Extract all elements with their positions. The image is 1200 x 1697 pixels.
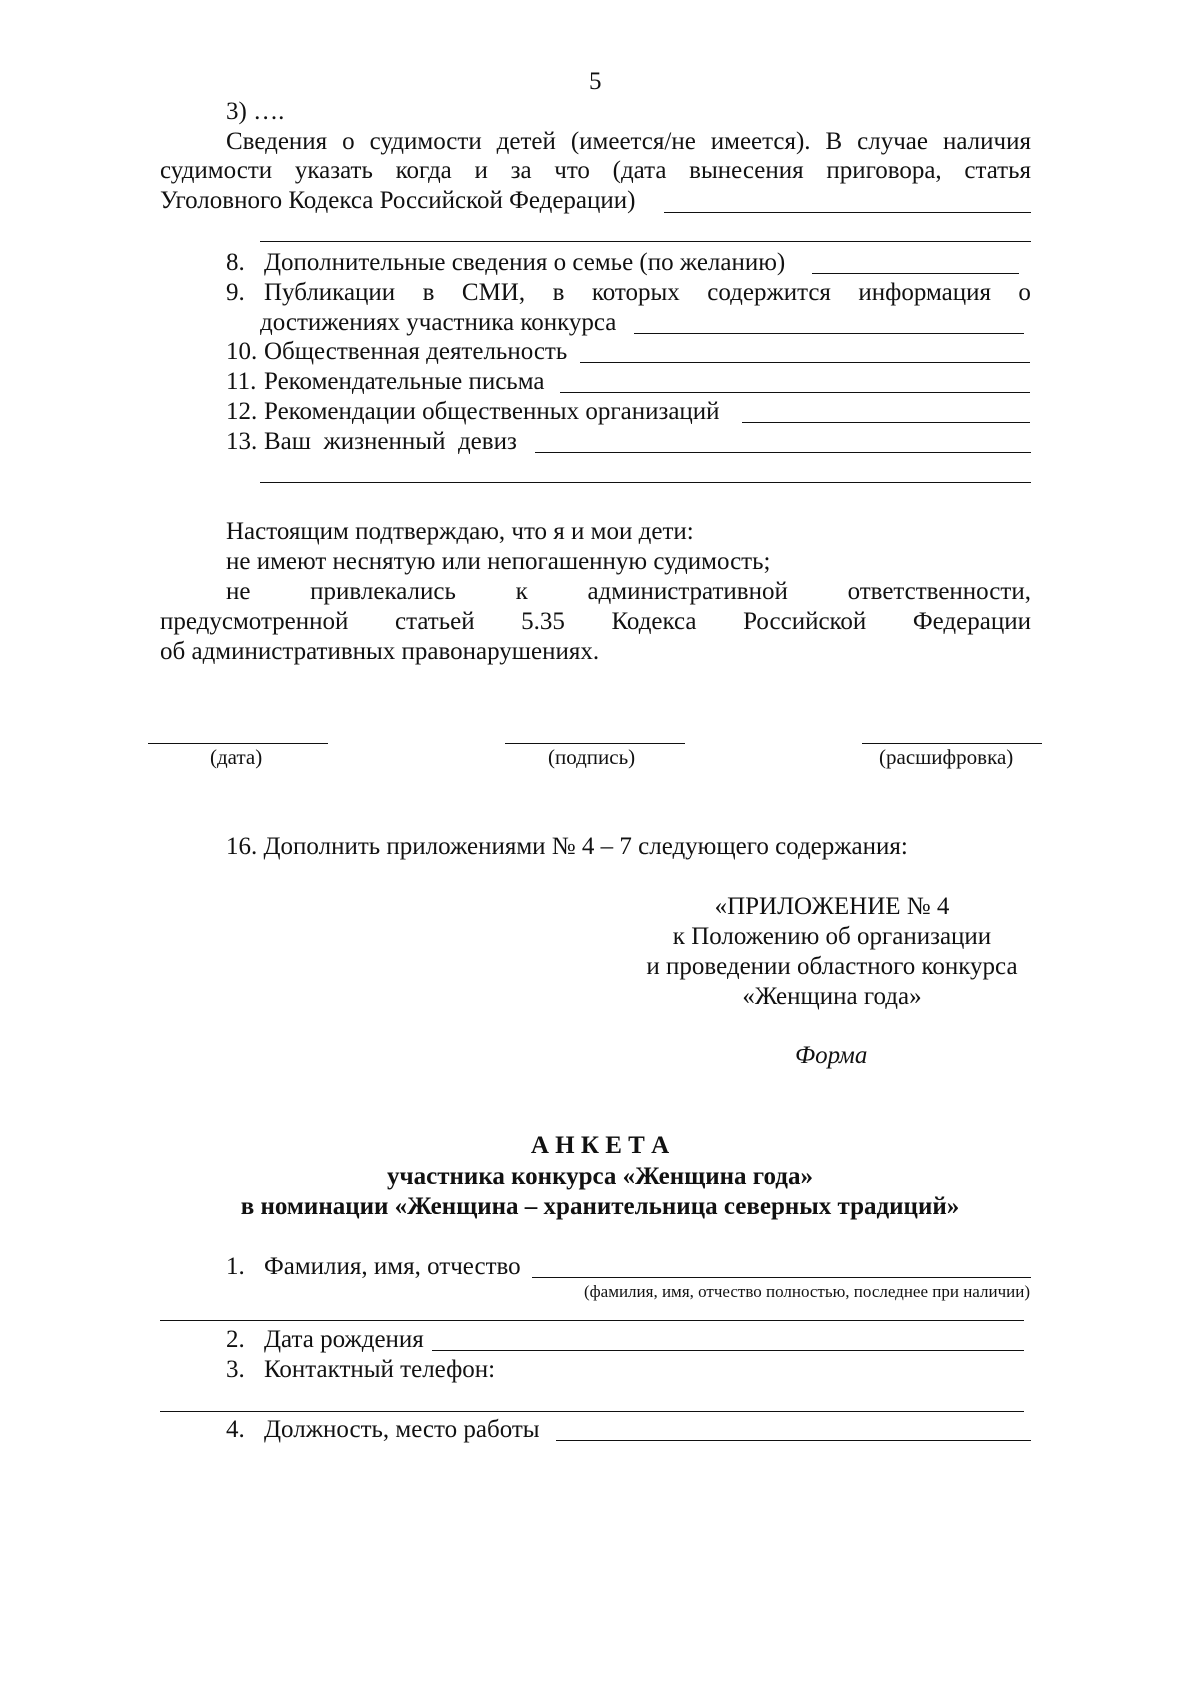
confirmation-line-2: не имеют неснятую или непогашенную судимость; <box>226 548 771 575</box>
field-1-hint: (фамилия, имя, отчество полностью, последнее при наличии) <box>583 1282 1030 1301</box>
birth-date-input-line[interactable] <box>432 1350 1024 1351</box>
signature-caption: (подпись) <box>548 745 636 769</box>
confirmation-line-3: не привлекались к административной ответственности, <box>226 578 1031 605</box>
item-9-line-1: Публикации в СМИ, в которых содержится информация о <box>264 279 1031 306</box>
signature-line[interactable] <box>505 743 685 744</box>
item-11-fill-line[interactable] <box>560 392 1030 393</box>
field-2-number: 2. <box>226 1326 245 1353</box>
appendix-ref-line-2: и проведении областного конкурса <box>646 953 1018 980</box>
point-16: 16. Дополнить приложениями № 4 – 7 следующего содержания: <box>226 833 908 860</box>
item-13-label: Ваш жизненный девиз <box>264 428 517 455</box>
item-11-number: 11. <box>226 368 257 395</box>
item-9-number: 9. <box>226 279 245 306</box>
decoding-caption: (расшифровка) <box>879 745 1014 769</box>
item-12-label: Рекомендации общественных организаций <box>264 398 720 425</box>
appendix-ref-line-1: к Положению об организации <box>672 923 992 950</box>
item-9-line-2: достижениях участника конкурса <box>260 309 617 336</box>
questionnaire-subtitle-1: участника конкурса «Женщина года» <box>387 1163 813 1190</box>
appendix-ref-line-3: «Женщина года» <box>742 983 922 1010</box>
item-8-number: 8. <box>226 249 245 276</box>
item-12-fill-line[interactable] <box>742 422 1030 423</box>
date-signature-line[interactable] <box>148 743 328 744</box>
confirmation-line-5: об административных правонарушениях. <box>160 638 600 665</box>
conviction-extra-line[interactable] <box>260 241 1031 242</box>
children-item: 3) …. <box>226 98 285 125</box>
phone-input-line[interactable] <box>160 1411 1024 1412</box>
field-1-number: 1. <box>226 1253 245 1280</box>
field-3-number: 3. <box>226 1356 245 1383</box>
item-11-label: Рекомендательные письма <box>264 368 545 395</box>
conviction-fill-line[interactable] <box>664 212 1031 213</box>
conviction-line-2: судимости указать когда и за что (дата вынесения приговора, статья <box>160 157 1031 184</box>
appendix-title: «ПРИЛОЖЕНИЕ № 4 <box>714 893 950 920</box>
field-3-label: Контактный телефон: <box>264 1356 496 1383</box>
questionnaire-subtitle-2: в номинации «Женщина – хранительница северных традиций» <box>240 1193 960 1220</box>
field-4-number: 4. <box>226 1416 245 1443</box>
full-name-extra-line[interactable] <box>160 1320 1024 1321</box>
conviction-line-3: Уголовного Кодекса Российской Федерации) <box>160 187 636 214</box>
item-12-number: 12. <box>226 398 258 425</box>
item-8-label: Дополнительные сведения о семье (по желанию) <box>264 249 786 276</box>
date-caption: (дата) <box>210 745 263 769</box>
decoding-signature-line[interactable] <box>862 743 1042 744</box>
item-10-label: Общественная деятельность <box>264 338 568 365</box>
position-input-line[interactable] <box>556 1440 1031 1441</box>
page-number: 5 <box>589 68 602 95</box>
item-8-fill-line[interactable] <box>812 273 1019 274</box>
item-13-extra-line[interactable] <box>260 482 1031 483</box>
field-4-label: Должность, место работы <box>264 1416 540 1443</box>
item-10-fill-line[interactable] <box>580 362 1030 363</box>
item-13-number: 13. <box>226 428 258 455</box>
item-10-number: 10. <box>226 338 258 365</box>
confirmation-line-4: предусмотренной статьей 5.35 Кодекса Российской Федерации <box>160 608 1031 635</box>
conviction-line-1: Сведения о судимости детей (имеется/не имеется). В случае наличия <box>226 128 1031 155</box>
field-2-label: Дата рождения <box>264 1326 424 1353</box>
confirmation-line-1: Настоящим подтверждаю, что я и мои дети: <box>226 518 694 545</box>
form-label: Форма <box>795 1042 868 1069</box>
full-name-input-line[interactable] <box>532 1277 1031 1278</box>
item-13-fill-line[interactable] <box>535 452 1031 453</box>
field-1-label: Фамилия, имя, отчество <box>264 1253 521 1280</box>
item-9-fill-line[interactable] <box>634 333 1024 334</box>
questionnaire-title: А Н К Е Т А <box>530 1132 670 1159</box>
